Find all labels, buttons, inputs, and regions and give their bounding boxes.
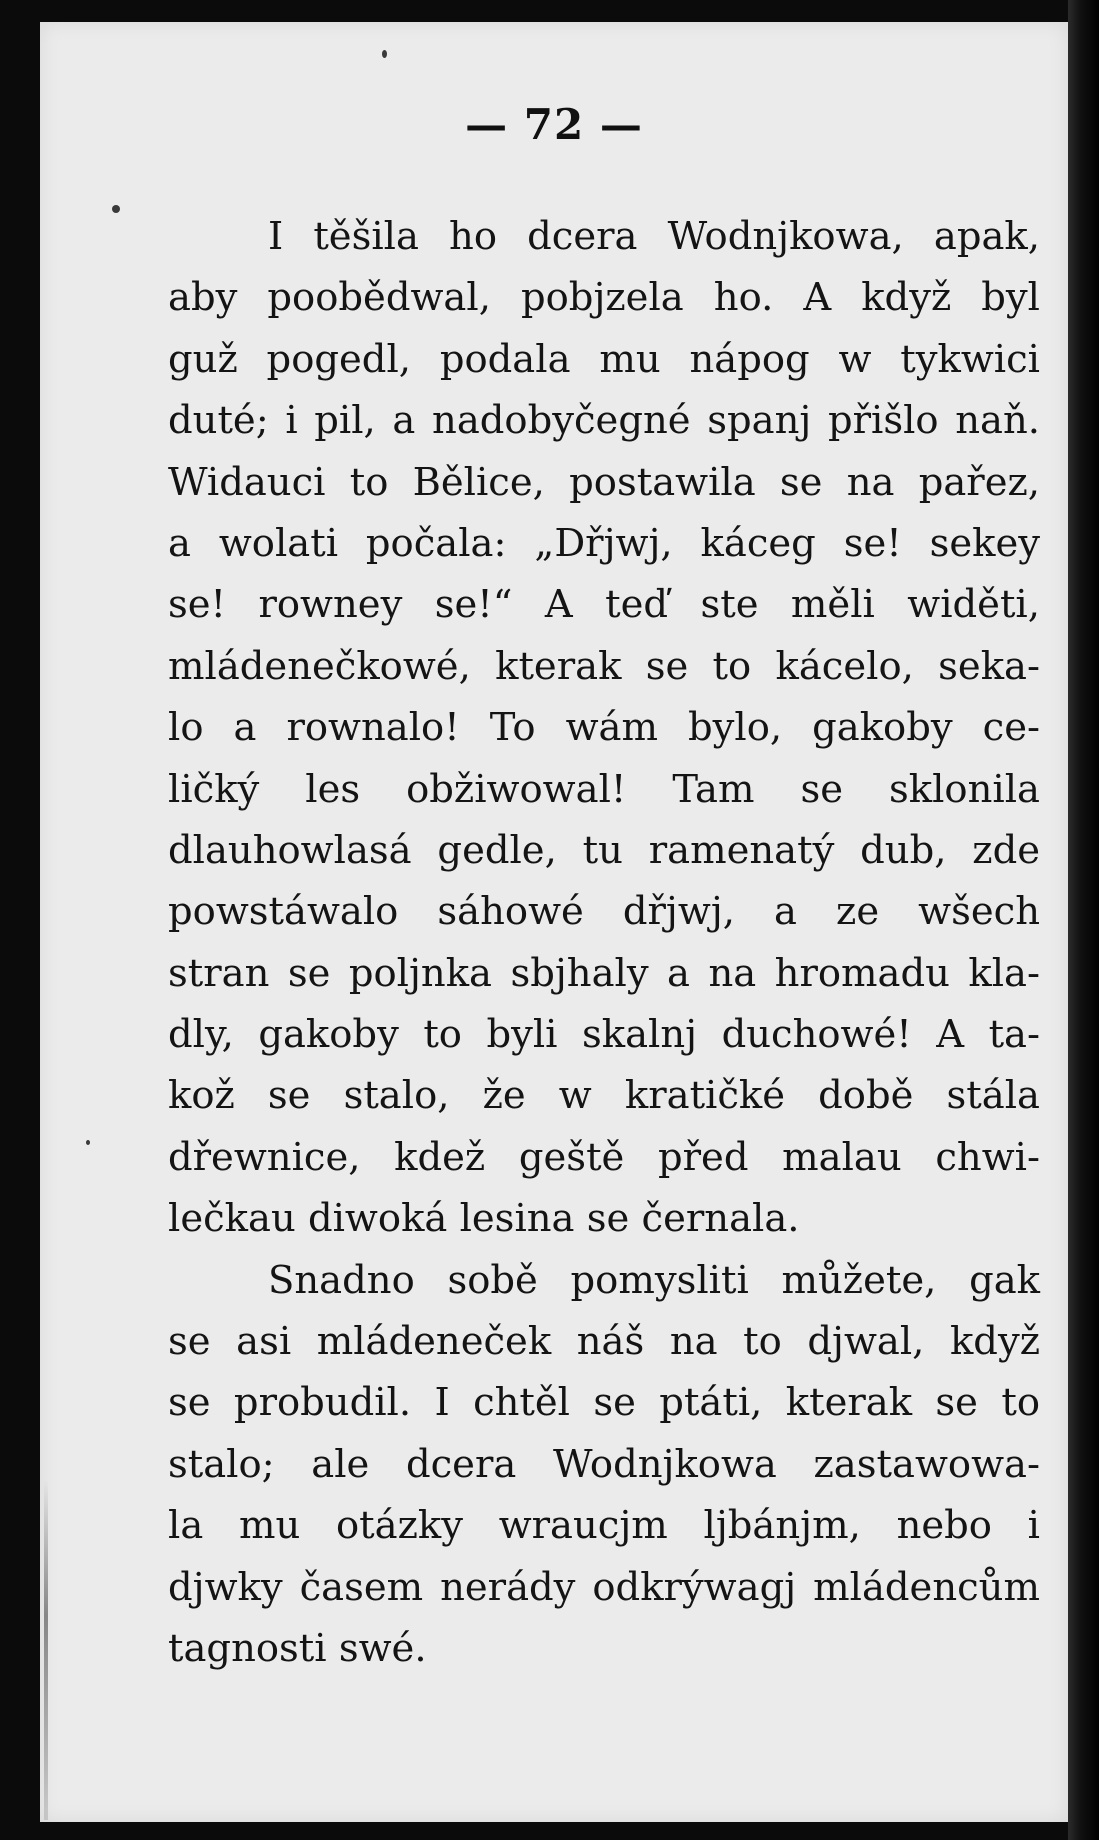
text-line: aby poobědwal, pobjzela ho. A když byl — [168, 275, 1040, 321]
ink-speck — [86, 1140, 90, 1145]
text-line: tagnosti swé. — [168, 1625, 427, 1671]
text-line: stalo; ale dcera Wodnjkowa zastawowa- — [168, 1441, 1040, 1487]
text-line: mládenečkowé, kterak se to kácelo, seka- — [168, 643, 1040, 689]
text-line: lo a rownalo! To wám bylo, gakoby ce- — [168, 705, 1040, 751]
page-number: — 72 — — [465, 100, 643, 149]
text-line: se! rowney se!“ A teď ste měli widěti, — [168, 582, 1040, 628]
text-line: duté; i pil, a nadobyčegné spanj přišlo naň. — [168, 398, 1040, 444]
text-line: guž pogedl, podala mu nápog w tykwici — [168, 336, 1040, 382]
paragraph-1 — [168, 206, 1040, 1250]
text-line: ličký les obžiwowal! Tam se sklonila — [168, 766, 1040, 812]
binding-shadow — [44, 1480, 48, 1820]
text-line: se asi mládeneček náš na to djwal, když — [168, 1319, 1040, 1365]
text-line: Widauci to Bělice, postawila se na pařez, — [168, 459, 1040, 505]
body-text — [168, 206, 1040, 1679]
text-line: djwky časem nerády odkrýwagj mládencům — [168, 1564, 1040, 1610]
text-line: dly, gakoby to byli skalnj duchowé! A ta- — [168, 1012, 1040, 1058]
text-line: Snadno sobě pomysliti můžete, gak — [268, 1257, 1040, 1303]
text-line: la mu otázky wraucjm ljbánjm, nebo i — [168, 1503, 1040, 1549]
text-line: powstáwalo sáhowé dřjwj, a ze wšech — [168, 889, 1040, 935]
page-edge — [1068, 0, 1099, 1840]
text-line: kož se stalo, že w kratičké době stála — [168, 1073, 1040, 1119]
text-line: stran se poljnka sbjhaly a na hromadu kla- — [168, 950, 1040, 996]
text-line: dlauhowlasá gedle, tu ramenatý dub, zde — [168, 827, 1040, 873]
text-line: a wolati počala: „Dřjwj, káceg se! sekey — [168, 520, 1040, 566]
text-line: I těšila ho dcera Wodnjkowa, apak, — [268, 214, 1040, 259]
text-line: dřewnice, kdež geště před malau chwi- — [168, 1134, 1040, 1180]
ink-speck — [382, 50, 387, 58]
text-line: lečkau diwoká lesina se černala. — [168, 1196, 800, 1242]
text-line: se probudil. I chtěl se ptáti, kterak se to — [168, 1380, 1040, 1426]
ink-speck — [112, 205, 120, 213]
paragraph-2 — [168, 1250, 1040, 1680]
